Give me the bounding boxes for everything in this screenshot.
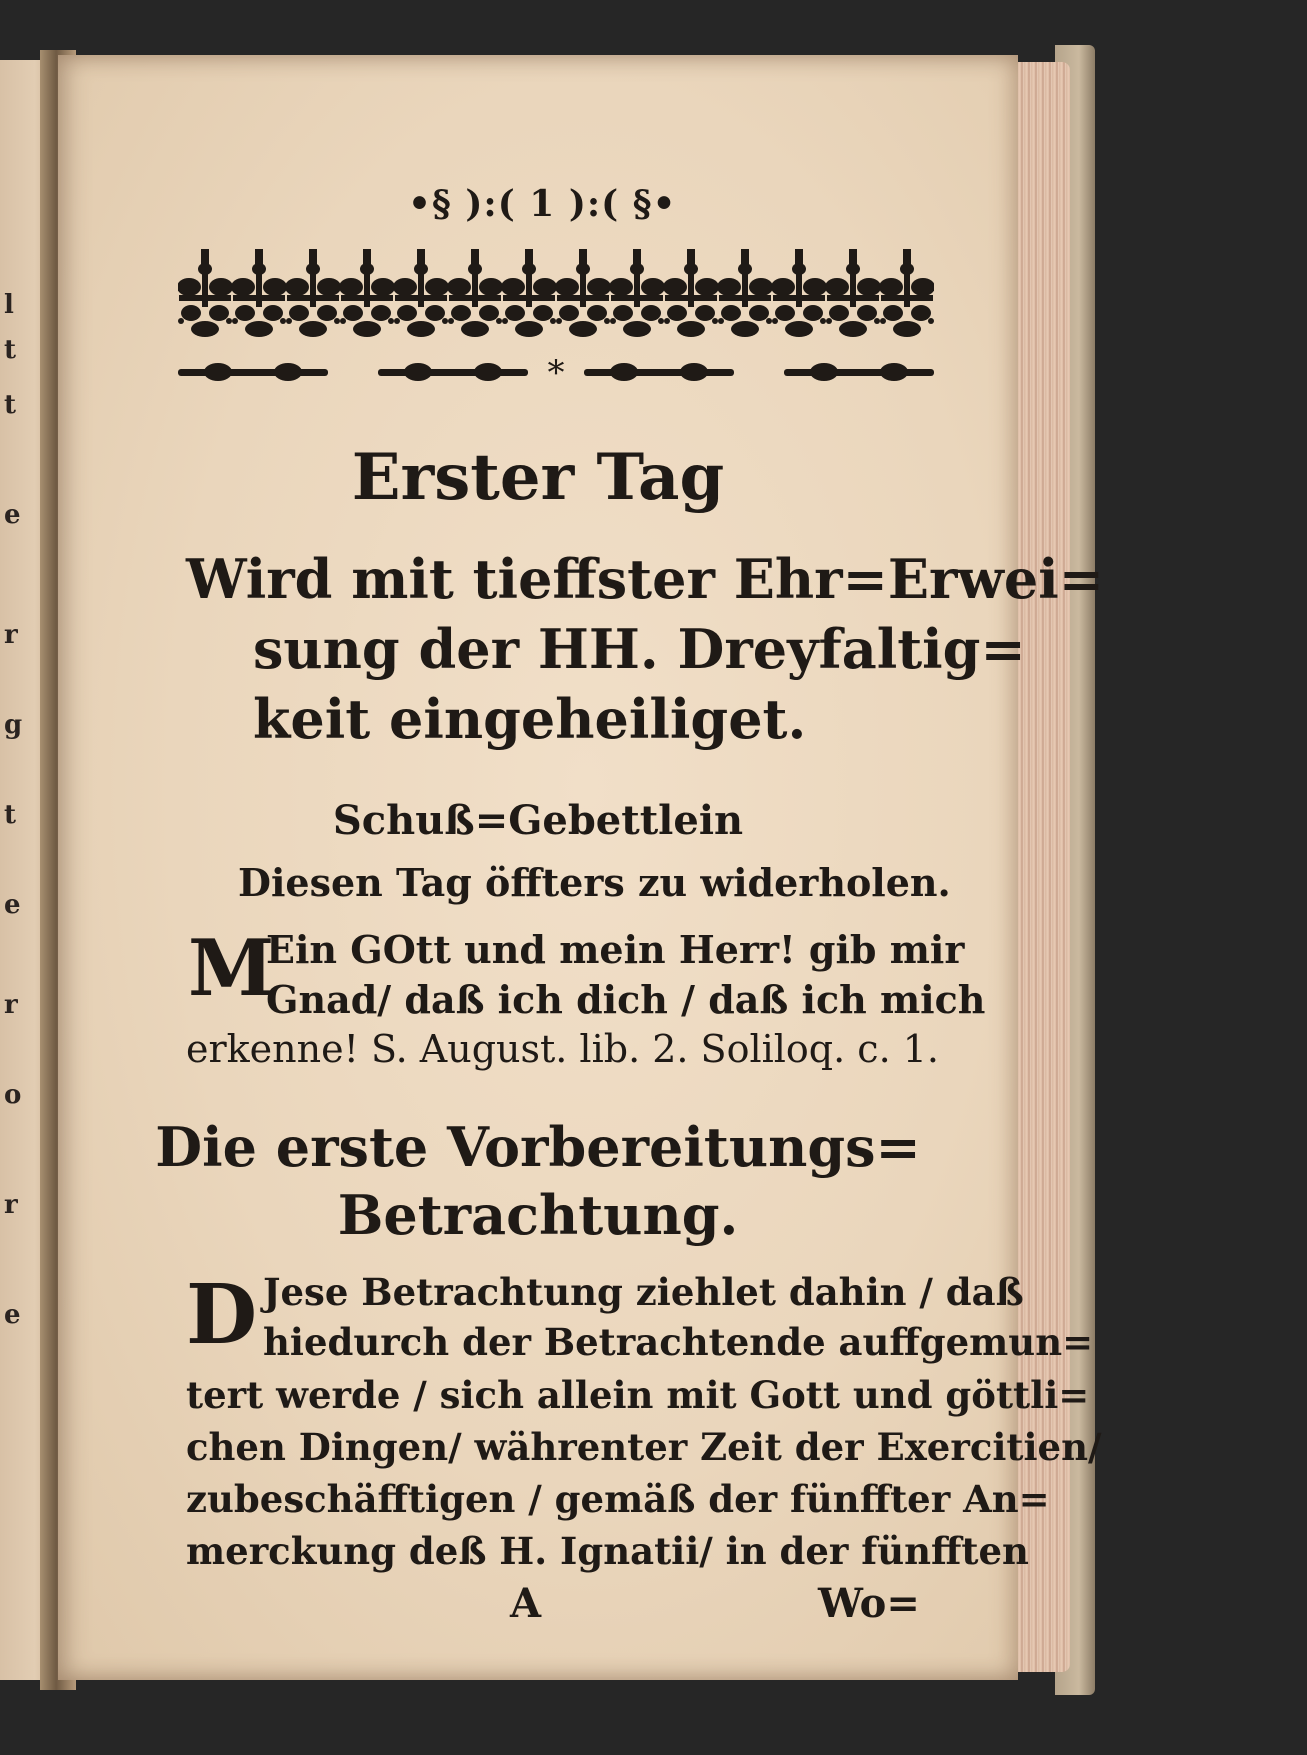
prayer-line: Ein GOtt und mein Herr! gib mir [266,927,965,972]
left-margin-letter: e [4,890,21,920]
ornament-band-top [178,247,934,343]
book-page [58,55,1105,1680]
ornament-unit [771,249,827,337]
prayer-subtitle: Diesen Tag öffters zu widerholen. [238,860,951,905]
left-margin-letter: l [4,290,14,320]
page-number: •§ ):( 1 ):( §• [408,183,677,225]
catchword: Wo= [818,1580,920,1627]
prayer-line: erkenne! S. August. lib. 2. Soliloq. c. 1. [186,1027,939,1071]
svg-text:*: * [547,353,565,393]
body-line: chen Dingen/ währenter Zeit der Exercitien/ [186,1425,1102,1469]
left-margin-letter: t [4,335,17,365]
left-margin-letter: t [4,390,17,420]
ornament-band-bottom [178,351,934,393]
body-line: zubeschäfftigen / gemäß der fünffter An= [186,1477,1050,1521]
drop-cap-initial: M [188,923,275,1014]
ornament-unit [555,249,611,337]
signature-mark: A [510,1580,542,1627]
left-margin-letter: e [4,500,21,530]
left-margin-letter: e [4,1300,21,1330]
meditation-title-line: Betrachtung. [337,1183,739,1247]
ornament-unit [501,249,557,337]
ornament-unit [663,249,719,337]
left-margin-letter: o [4,1080,22,1110]
ornament-unit [393,249,449,337]
left-margin-letter: g [4,710,23,740]
heading-line: Wird mit tieffster Ehr=Erwei= [186,547,1105,611]
ornament-unit [825,249,881,337]
ornament-unit [447,249,503,337]
ornament-unit [879,249,934,337]
body-line: hiedurch der Betrachtende auffgemun= [263,1320,1094,1364]
drop-cap-initial: D [186,1267,258,1363]
ornament-unit [339,249,395,337]
prayer-line: Gnad/ daß ich dich / daß ich mich [266,977,986,1022]
day-title: Erster Tag [351,440,725,515]
body-line: Jese Betrachtung ziehlet dahin / daß [263,1270,1024,1314]
heading-line: keit eingeheiliget. [253,687,807,751]
ornament-unit [285,249,341,337]
ornament-unit [178,249,233,337]
prayer-title: Schuß=Gebettlein [332,797,744,844]
left-margin-letter: r [4,990,18,1020]
body-line: tert werde / sich allein mit Gott und göttli= [186,1373,1090,1417]
body-line: merckung deß H. Ignatii/ in der fünfften [186,1529,1029,1573]
ornament-unit [231,249,287,337]
left-margin-letter: t [4,800,17,830]
meditation-title-line: Die erste Vorbereitungs= [155,1115,921,1179]
heading-line: sung der HH. Dreyfaltig= [253,617,1026,681]
left-margin-letter: r [4,1190,18,1220]
ornament-unit [609,249,665,337]
left-margin-letter: r [4,620,18,650]
ornament-unit [717,249,773,337]
